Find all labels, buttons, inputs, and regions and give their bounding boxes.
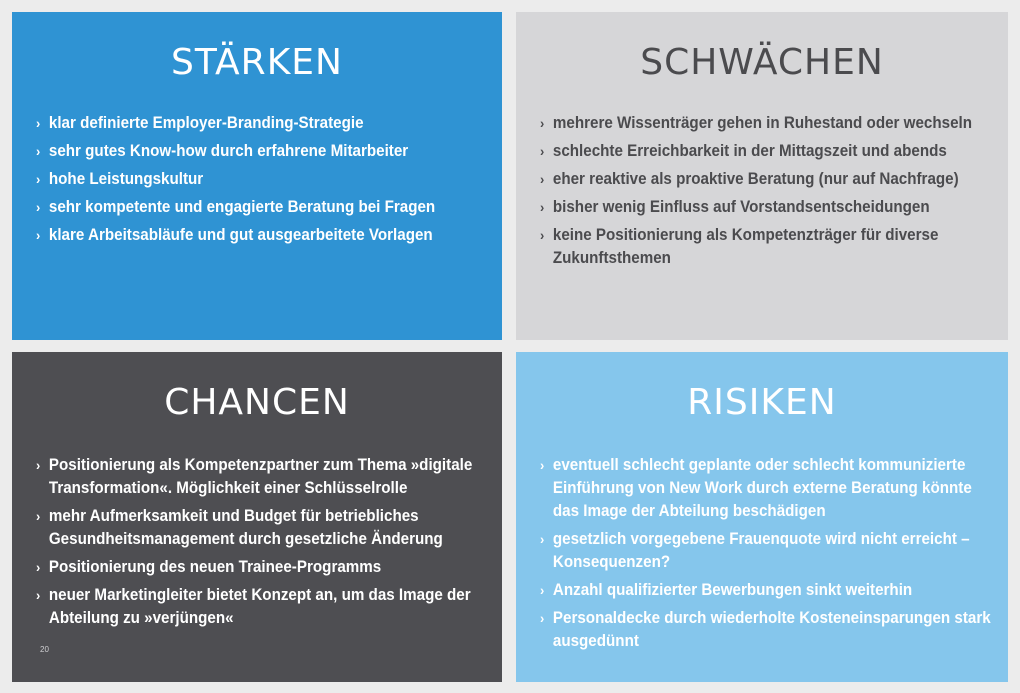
weaknesses-panel	[516, 12, 1008, 340]
chevron-right-icon: ›	[540, 143, 545, 159]
opportunities-panel	[12, 352, 502, 682]
opportunities-list	[36, 454, 482, 635]
list-item: › Positionierung des neuen Trainee-Programms	[36, 556, 492, 579]
chevron-right-icon: ›	[540, 199, 545, 215]
chevron-right-icon: ›	[540, 531, 545, 547]
chevron-right-icon: ›	[36, 559, 41, 575]
chevron-right-icon: ›	[36, 457, 41, 473]
chevron-right-icon: ›	[36, 199, 41, 215]
chevron-right-icon: ›	[540, 171, 545, 187]
risks-title: RISIKEN	[687, 382, 837, 423]
chevron-right-icon: ›	[540, 115, 545, 131]
chevron-right-icon: ›	[36, 171, 41, 187]
list-item: › neuer Marketingleiter bietet Konzept an, um das Image der Abteilung zu »verjüngen«	[36, 586, 471, 627]
strengths-list	[36, 112, 482, 252]
list-item: › klare Arbeitsabläufe und gut ausgearbeitete Vorlagen	[36, 224, 492, 247]
strengths-title: STÄRKEN	[171, 42, 343, 83]
page-number: 20	[40, 645, 49, 654]
chevron-right-icon: ›	[36, 115, 41, 131]
chevron-right-icon: ›	[36, 143, 41, 159]
list-item: › Anzahl qualifizierter Bewerbungen sinkt weiterhin	[540, 579, 998, 602]
strengths-panel	[12, 12, 502, 340]
chevron-right-icon: ›	[36, 587, 41, 603]
list-item: › gesetzlich vorgegebene Frauenquote wird nicht erreicht – Konsequenzen?	[540, 530, 970, 571]
list-item: › sehr gutes Know-how durch erfahrene Mitarbeiter	[36, 140, 492, 163]
list-item: › Personaldecke durch wiederholte Kosteneinsparungen stark ausgedünnt	[540, 609, 991, 650]
list-item: › sehr kompetente und engagierte Beratung bei Fragen	[36, 196, 492, 219]
opportunities-title: CHANCEN	[164, 382, 350, 423]
risks-list	[540, 454, 991, 658]
list-item: › klar definierte Employer-Branding-Strategie	[36, 112, 492, 135]
list-item: › eventuell schlecht geplante oder schlecht kommunizierte Einführung von New Work durch externe Beratung könnte das Image der Abteilung beschädigen	[540, 456, 972, 520]
list-item: › mehrere Wissenträger gehen in Ruhestand oder wechseln	[540, 112, 998, 135]
list-item: › schlechte Erreichbarkeit in der Mittagszeit und abends	[540, 140, 998, 163]
list-item: › eher reaktive als proaktive Beratung (nur auf Nachfrage)	[540, 168, 998, 191]
list-item: › keine Positionierung als Kompetenzträger für diverse Zukunftsthemen	[540, 226, 939, 267]
chevron-right-icon: ›	[540, 610, 545, 626]
chevron-right-icon: ›	[540, 227, 545, 243]
risks-panel	[516, 352, 1008, 682]
weaknesses-list	[540, 112, 988, 275]
list-item: › Positionierung als Kompetenzpartner zum Thema »digitale Transformation«. Möglichkeit einer Schlüsselrolle	[36, 456, 473, 497]
chevron-right-icon: ›	[540, 582, 545, 598]
weaknesses-title: SCHWÄCHEN	[640, 42, 884, 83]
chevron-right-icon: ›	[36, 508, 41, 524]
chevron-right-icon: ›	[540, 457, 545, 473]
list-item: › mehr Aufmerksamkeit und Budget für betriebliches Gesundheitsmanagement durch gesetzliche Änderung	[36, 507, 443, 548]
list-item: › bisher wenig Einfluss auf Vorstandsentscheidungen	[540, 196, 998, 219]
list-item: › hohe Leistungskultur	[36, 168, 492, 191]
chevron-right-icon: ›	[36, 227, 41, 243]
